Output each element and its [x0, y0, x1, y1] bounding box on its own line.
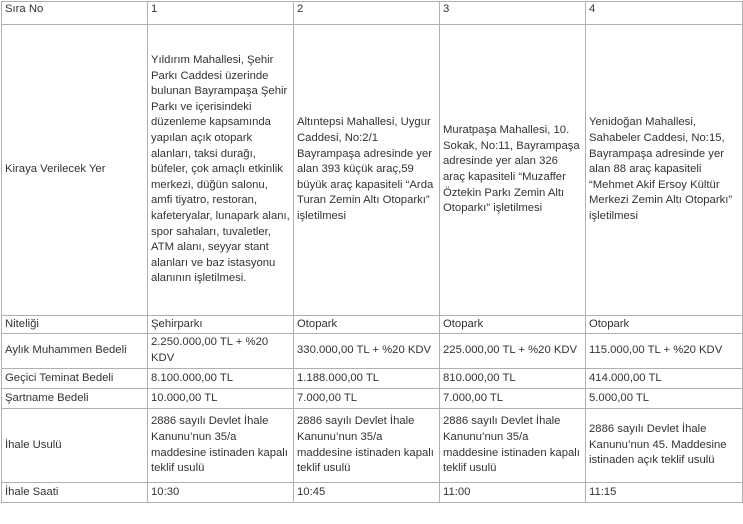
tender-table [1, 1, 743, 503]
cell-spec-fee-3: 7.000,00 TL [440, 389, 586, 409]
cell-tender-time-1: 10:30 [148, 483, 294, 503]
cell-monthly-price-2: 330.000,00 TL + %20 KDV [294, 334, 440, 369]
cell-type-2: Otopark [294, 316, 440, 334]
cell-guarantee-2: 1.188.000,00 TL [294, 369, 440, 389]
cell-tender-time-4: 11:15 [586, 483, 743, 503]
cell-spec-fee-1: 10.000,00 TL [148, 389, 294, 409]
cell-spec-fee-2: 7.000,00 TL [294, 389, 440, 409]
row-label: Aylık Muhammen Bedeli [2, 334, 148, 369]
row-niteligi [2, 316, 743, 334]
cell-guarantee-3: 810.000,00 TL [440, 369, 586, 389]
row-label: Geçici Teminat Bedeli [2, 369, 148, 389]
cell-monthly-price-1: 2.250.000,00 TL + %20 KDV [148, 334, 294, 369]
cell-tender-time-2: 10:45 [294, 483, 440, 503]
cell-sira-no-4: 4 [586, 2, 743, 25]
row-kiraya-verilecek-yer [2, 25, 743, 316]
row-gecici-teminat-bedeli [2, 369, 743, 389]
cell-location-3: Muratpaşa Mahallesi, 10. Sokak, No:11, Bayrampaşa adresinde yer alan 326 araç kapasiteli “Muzaffer Öztekin Parkı Zemin Altı Otoparkı” işletilmesi [440, 25, 586, 316]
row-sartname-bedeli [2, 389, 743, 409]
row-label: Niteliği [2, 316, 148, 334]
row-sira-no [2, 2, 743, 25]
cell-tender-time-3: 11:00 [440, 483, 586, 503]
cell-monthly-price-4: 115.000,00 TL + %20 KDV [586, 334, 743, 369]
cell-guarantee-4: 414.000,00 TL [586, 369, 743, 389]
row-label: İhale Saati [2, 483, 148, 503]
cell-type-4: Otopark [586, 316, 743, 334]
row-aylik-muhammen-bedeli [2, 334, 743, 369]
cell-sira-no-2: 2 [294, 2, 440, 25]
cell-type-3: Otopark [440, 316, 586, 334]
row-label: İhale Usulü [2, 409, 148, 483]
cell-monthly-price-3: 225.000,00 TL + %20 KDV [440, 334, 586, 369]
row-label: Şartname Bedeli [2, 389, 148, 409]
cell-tender-method-1: 2886 sayılı Devlet İhale Kanunu’nun 35/a maddesine istinaden kapalı teklif usulü [148, 409, 294, 483]
row-ihale-usulu [2, 409, 743, 483]
cell-guarantee-1: 8.100.000,00 TL [148, 369, 294, 389]
cell-type-1: Şehirparkı [148, 316, 294, 334]
cell-spec-fee-4: 5.000,00 TL [586, 389, 743, 409]
row-ihale-saati [2, 483, 743, 503]
cell-tender-method-3: 2886 sayılı Devlet İhale Kanunu’nun 35/a maddesine istinaden kapalı teklif usulü [440, 409, 586, 483]
cell-location-2: Altıntepsi Mahallesi, Uygur Caddesi, No:2/1 Bayrampaşa adresinde yer alan 393 küçük araç,59 büyük araç kapasiteli “Arda Turan Zemin Altı Otoparkı” işletilmesi [294, 25, 440, 316]
cell-location-1: Yıldırım Mahallesi, Şehir Parkı Caddesi üzerinde bulunan Bayrampaşa Şehir Parkı ve içerisindeki düzenleme kapsamında yapılan açık otopark alanları, taksi durağı, büfeler, çok amaçlı etkinlik merkezi, düğün salonu, amfi tiyatro, restoran, kafeteryalar, lunapark alanı, spor sahaları, tuvaletler, ATM alanı, seyyar stant alanları ve baz istasyonu alanının işletilmesi. [148, 25, 294, 316]
cell-sira-no-1: 1 [148, 2, 294, 25]
row-label: Kiraya Verilecek Yer [2, 25, 148, 316]
cell-tender-method-4: 2886 sayılı Devlet İhale Kanunu’nun 45. Maddesine istinaden açık teklif usulü [586, 409, 743, 483]
cell-location-4: Yenidoğan Mahallesi, Sahabeler Caddesi, No:15, Bayrampaşa adresinde yer alan 88 araç kapasiteli “Mehmet Akif Ersoy Kültür Merkezi Zemin Altı Otoparkı” işletilmesi [586, 25, 743, 316]
cell-tender-method-2: 2886 sayılı Devlet İhale Kanunu’nun 35/a maddesine istinaden kapalı teklif usulü [294, 409, 440, 483]
cell-sira-no-3: 3 [440, 2, 586, 25]
row-label: Sıra No [2, 2, 148, 25]
